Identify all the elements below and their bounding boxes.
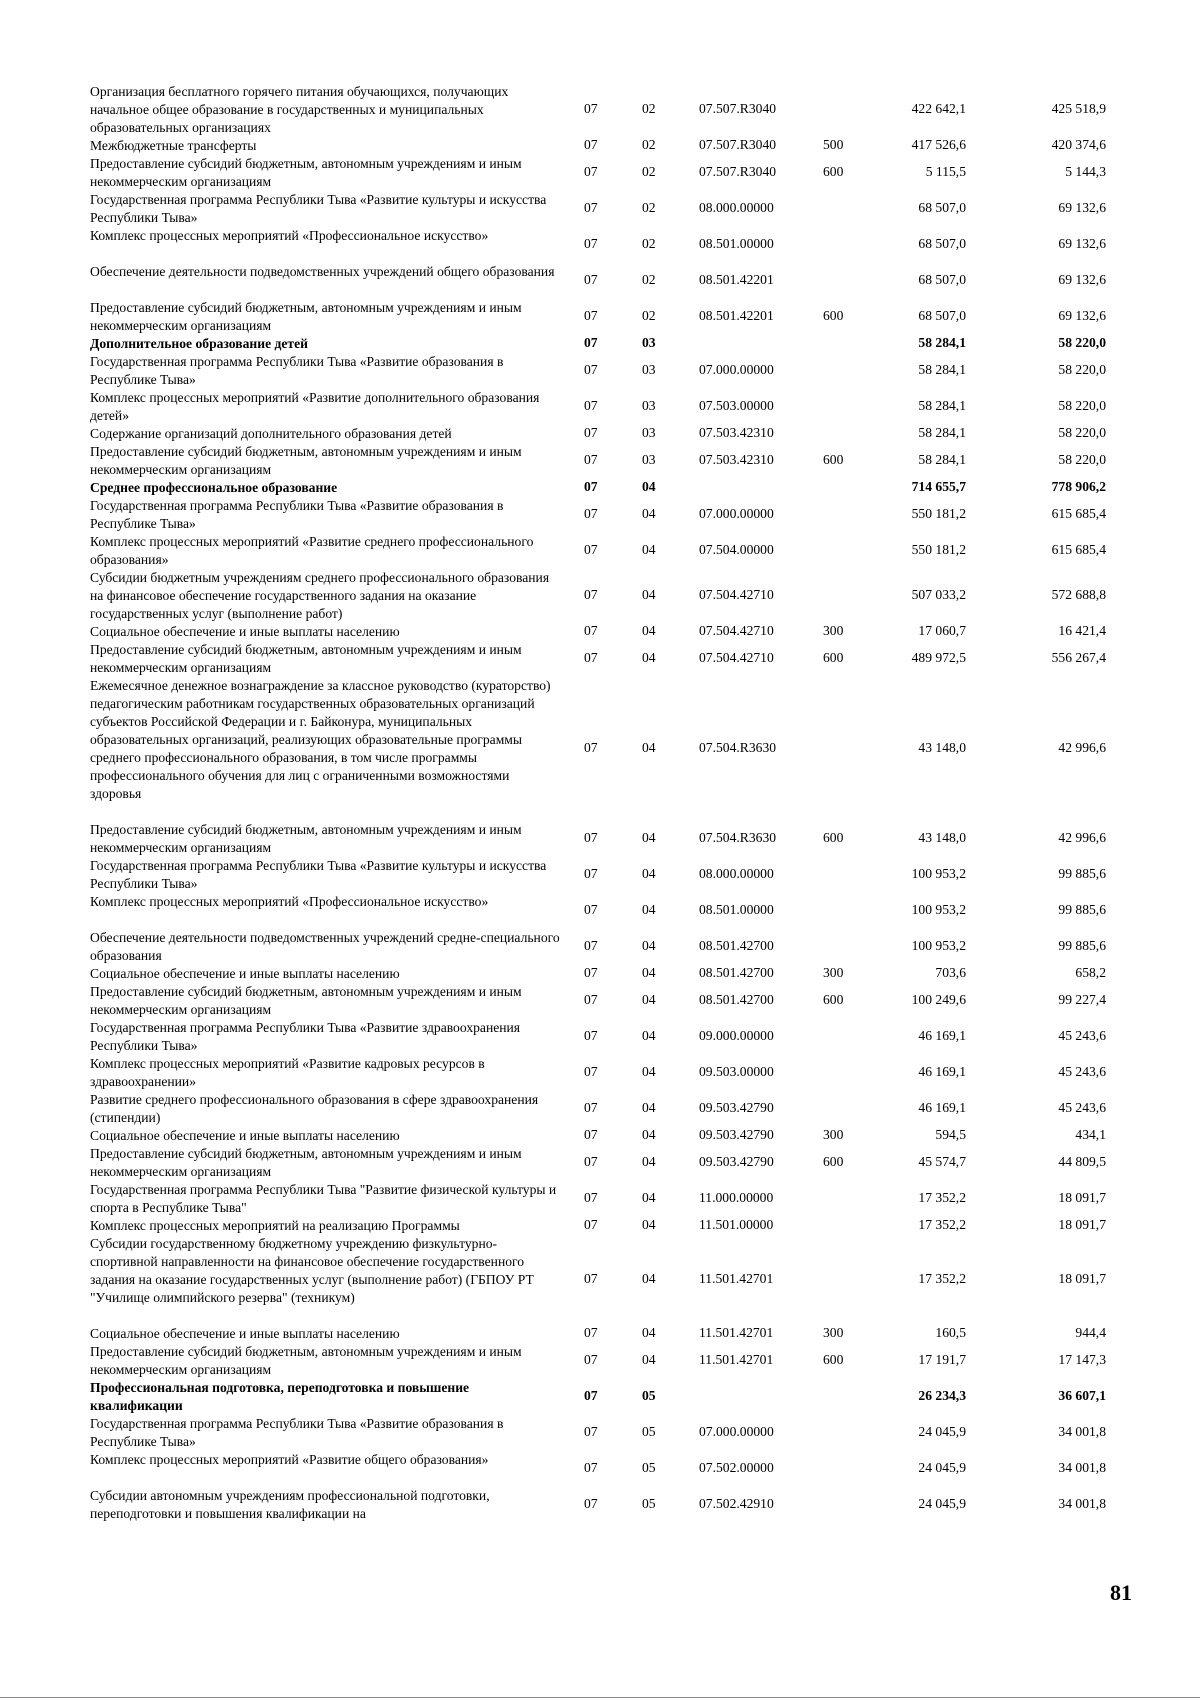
table-row (0, 983, 1200, 1019)
row-amount-year-2: 425 518,9 (1051, 101, 1106, 116)
row-target-article: 07.504.00000 (699, 542, 774, 557)
row-amount-year-1: 46 169,1 (918, 1064, 966, 1079)
table-row (0, 641, 1200, 677)
row-target-article: 07.507.R3040 (699, 101, 777, 116)
row-target-article: 09.503.00000 (699, 1064, 774, 1079)
row-expense-type: 600 (823, 452, 844, 467)
row-amount-year-1: 714 655,7 (911, 479, 966, 494)
row-amount-year-1: 160,5 (935, 1325, 966, 1340)
row-name: Государственная программа Республики Тыва «Развитие образования в Республике Тыва» (90, 354, 504, 387)
row-subsection-code: 04 (642, 587, 656, 602)
row-target-article: 07.504.R3630 (699, 740, 777, 755)
row-amount-year-1: 100 953,2 (911, 902, 966, 917)
row-target-article: 08.000.00000 (699, 866, 774, 881)
row-name: Комплекс процессных мероприятий «Профессиональное искусство» (90, 228, 489, 243)
table-row (0, 1181, 1200, 1217)
row-amount-year-2: 42 996,6 (1058, 740, 1106, 755)
table-row (0, 137, 1200, 155)
row-target-article: 07.000.00000 (699, 362, 774, 377)
row-amount-year-2: 944,4 (1075, 1325, 1106, 1340)
table-row (0, 1235, 1200, 1325)
row-name: Предоставление субсидий бюджетным, автономным учреждениям и иным некоммерческим организациям (90, 444, 522, 477)
table-row (0, 497, 1200, 533)
row-name: Предоставление субсидий бюджетным, автономным учреждениям и иным некоммерческим организациям (90, 300, 522, 333)
row-amount-year-1: 17 191,7 (918, 1352, 966, 1367)
row-amount-year-2: 5 144,3 (1065, 164, 1106, 179)
row-subsection-code: 04 (642, 1064, 656, 1079)
row-subsection-code: 02 (642, 164, 656, 179)
row-expense-type: 600 (823, 830, 844, 845)
row-target-article: 07.503.00000 (699, 398, 774, 413)
row-amount-year-2: 42 996,6 (1058, 830, 1106, 845)
row-name: Государственная программа Республики Тыва "Развитие физической культуры и спорта в Республике Тыва" (90, 1182, 557, 1215)
table-row (0, 155, 1200, 191)
row-amount-year-1: 17 060,7 (918, 623, 966, 638)
row-expense-type: 600 (823, 164, 844, 179)
row-target-article: 07.504.42710 (699, 650, 774, 665)
row-amount-year-2: 58 220,0 (1058, 452, 1106, 467)
row-amount-year-2: 434,1 (1075, 1127, 1106, 1142)
row-subsection-code: 03 (642, 398, 656, 413)
row-amount-year-1: 507 033,2 (911, 587, 966, 602)
row-subsection-code: 04 (642, 1100, 656, 1115)
row-target-article: 07.504.42710 (699, 623, 774, 638)
table-row (0, 443, 1200, 479)
row-amount-year-1: 58 284,1 (918, 362, 966, 377)
row-name: Обеспечение деятельности подведомственных учреждений средне-специального образования (90, 930, 560, 963)
row-amount-year-2: 58 220,0 (1058, 425, 1106, 440)
row-amount-year-1: 594,5 (935, 1127, 966, 1142)
row-name: Социальное обеспечение и иные выплаты населению (90, 1326, 400, 1341)
row-name: Комплекс процессных мероприятий «Развитие дополнительного образования детей» (90, 390, 540, 423)
row-subsection-code: 03 (642, 335, 656, 350)
row-target-article: 07.000.00000 (699, 506, 774, 521)
row-target-article: 08.501.00000 (699, 236, 774, 251)
row-amount-year-2: 18 091,7 (1058, 1217, 1106, 1232)
row-amount-year-2: 99 227,4 (1058, 992, 1106, 1007)
row-section-code: 07 (584, 1217, 598, 1232)
row-name: Комплекс процессных мероприятий на реализацию Программы (90, 1218, 460, 1233)
row-amount-year-1: 58 284,1 (918, 425, 966, 440)
row-amount-year-1: 24 045,9 (918, 1460, 966, 1475)
row-name: Предоставление субсидий бюджетным, автономным учреждениям и иным некоммерческим организациям (90, 984, 522, 1017)
row-name: Дополнительное образование детей (90, 336, 308, 351)
table-row (0, 965, 1200, 983)
row-amount-year-1: 24 045,9 (918, 1424, 966, 1439)
row-name: Государственная программа Республики Тыва «Развитие культуры и искусства Республики Тыва» (90, 858, 547, 891)
row-amount-year-2: 34 001,8 (1058, 1424, 1106, 1439)
row-section-code: 07 (584, 200, 598, 215)
row-target-article: 07.502.00000 (699, 1460, 774, 1475)
row-name: Государственная программа Республики Тыва «Развитие культуры и искусства Республики Тыва» (90, 192, 547, 225)
row-expense-type: 600 (823, 308, 844, 323)
row-subsection-code: 02 (642, 236, 656, 251)
row-amount-year-1: 703,6 (935, 965, 966, 980)
table-row (0, 677, 1200, 821)
row-section-code: 07 (584, 452, 598, 467)
row-expense-type: 300 (823, 965, 844, 980)
row-target-article: 08.501.42201 (699, 308, 774, 323)
row-subsection-code: 02 (642, 200, 656, 215)
row-target-article: 11.501.42701 (699, 1271, 774, 1286)
row-amount-year-2: 34 001,8 (1058, 1460, 1106, 1475)
row-subsection-code: 04 (642, 506, 656, 521)
table-row (0, 1127, 1200, 1145)
table-row (0, 1487, 1200, 1523)
row-section-code: 07 (584, 506, 598, 521)
table-row (0, 929, 1200, 965)
row-subsection-code: 02 (642, 137, 656, 152)
row-name: Субсидии государственному бюджетному учреждению физкультурно-спортивной направленности на финансовое обеспечение государственного задания на оказание государственных услуг (выполнение работ) (ГБПОУ РТ "Училище олимпийского резерва" (техникум) (90, 1236, 534, 1305)
row-name: Предоставление субсидий бюджетным, автономным учреждениям и иным некоммерческим организациям (90, 1344, 522, 1377)
row-amount-year-1: 68 507,0 (918, 308, 966, 323)
row-expense-type: 500 (823, 137, 844, 152)
table-row (0, 569, 1200, 623)
row-section-code: 07 (584, 1424, 598, 1439)
row-subsection-code: 02 (642, 272, 656, 287)
row-subsection-code: 04 (642, 938, 656, 953)
row-amount-year-1: 43 148,0 (918, 740, 966, 755)
row-name: Развитие среднего профессионального образования в сфере здравоохранения (стипендии) (90, 1092, 539, 1125)
row-section-code: 07 (584, 1352, 598, 1367)
row-subsection-code: 04 (642, 740, 656, 755)
row-amount-year-2: 99 885,6 (1058, 938, 1106, 953)
row-target-article: 07.503.42310 (699, 425, 774, 440)
row-target-article: 09.000.00000 (699, 1028, 774, 1043)
row-name: Социальное обеспечение и иные выплаты населению (90, 624, 400, 639)
row-name: Государственная программа Республики Тыва «Развитие образования в Республике Тыва» (90, 498, 504, 531)
row-target-article: 07.507.R3040 (699, 164, 777, 179)
row-subsection-code: 04 (642, 830, 656, 845)
row-subsection-code: 02 (642, 308, 656, 323)
row-name: Обеспечение деятельности подведомственных учреждений общего образования (90, 264, 555, 279)
row-section-code: 07 (584, 236, 598, 251)
row-name: Профессиональная подготовка, переподготовка и повышение квалификации (90, 1380, 470, 1413)
row-expense-type: 600 (823, 1352, 844, 1367)
row-section-code: 07 (584, 623, 598, 638)
row-amount-year-1: 68 507,0 (918, 272, 966, 287)
row-section-code: 07 (584, 164, 598, 179)
row-name: Государственная программа Республики Тыва «Развитие образования в Республике Тыва» (90, 1416, 504, 1449)
row-section-code: 07 (584, 398, 598, 413)
row-amount-year-2: 658,2 (1075, 965, 1106, 980)
row-section-code: 07 (584, 1388, 598, 1403)
row-amount-year-2: 572 688,8 (1051, 587, 1106, 602)
row-name: Социальное обеспечение и иные выплаты населению (90, 966, 400, 981)
row-name: Предоставление субсидий бюджетным, автономным учреждениям и иным некоммерческим организациям (90, 642, 522, 675)
table-row (0, 1091, 1200, 1127)
row-subsection-code: 04 (642, 1190, 656, 1205)
row-target-article: 11.501.00000 (699, 1217, 774, 1232)
row-amount-year-1: 26 234,3 (918, 1388, 966, 1403)
row-section-code: 07 (584, 542, 598, 557)
table-row (0, 1019, 1200, 1055)
budget-table (0, 83, 1200, 1523)
row-subsection-code: 03 (642, 425, 656, 440)
row-name: Содержание организаций дополнительного образования детей (90, 426, 452, 441)
row-name: Государственная программа Республики Тыва «Развитие здравоохранения Республики Тыва» (90, 1020, 521, 1053)
table-row (0, 857, 1200, 893)
row-name: Межбюджетные трансферты (90, 138, 257, 153)
table-row (0, 191, 1200, 227)
row-expense-type: 300 (823, 1325, 844, 1340)
page-number: 81 (1110, 1580, 1132, 1605)
row-subsection-code: 04 (642, 479, 656, 494)
row-amount-year-2: 45 243,6 (1058, 1100, 1106, 1115)
row-subsection-code: 04 (642, 623, 656, 638)
row-amount-year-2: 16 421,4 (1058, 623, 1106, 638)
row-target-article: 08.501.00000 (699, 902, 774, 917)
table-row (0, 425, 1200, 443)
row-section-code: 07 (584, 1325, 598, 1340)
row-subsection-code: 04 (642, 1028, 656, 1043)
row-amount-year-1: 24 045,9 (918, 1496, 966, 1511)
row-section-code: 07 (584, 866, 598, 881)
row-amount-year-2: 420 374,6 (1051, 137, 1106, 152)
row-section-code: 07 (584, 479, 598, 494)
row-subsection-code: 03 (642, 452, 656, 467)
table-row (0, 1343, 1200, 1379)
row-section-code: 07 (584, 1100, 598, 1115)
row-section-code: 07 (584, 650, 598, 665)
row-subsection-code: 04 (642, 1325, 656, 1340)
row-amount-year-1: 422 642,1 (911, 101, 966, 116)
row-amount-year-1: 417 526,6 (911, 137, 966, 152)
row-amount-year-1: 58 284,1 (918, 335, 966, 350)
row-section-code: 07 (584, 740, 598, 755)
row-amount-year-2: 69 132,6 (1058, 236, 1106, 251)
row-subsection-code: 04 (642, 965, 656, 980)
row-amount-year-2: 99 885,6 (1058, 902, 1106, 917)
row-subsection-code: 04 (642, 1217, 656, 1232)
row-amount-year-1: 100 249,6 (911, 992, 966, 1007)
row-amount-year-1: 17 352,2 (918, 1190, 966, 1205)
row-amount-year-2: 58 220,0 (1058, 398, 1106, 413)
table-row (0, 533, 1200, 569)
row-name: Комплекс процессных мероприятий «Развитие кадровых ресурсов в здравоохранении» (90, 1056, 485, 1089)
row-subsection-code: 04 (642, 902, 656, 917)
row-subsection-code: 05 (642, 1424, 656, 1439)
row-amount-year-1: 550 181,2 (911, 506, 966, 521)
row-section-code: 07 (584, 362, 598, 377)
row-subsection-code: 04 (642, 1271, 656, 1286)
row-target-article: 07.503.42310 (699, 452, 774, 467)
row-subsection-code: 04 (642, 992, 656, 1007)
row-subsection-code: 04 (642, 1154, 656, 1169)
row-section-code: 07 (584, 425, 598, 440)
row-target-article: 07.502.42910 (699, 1496, 774, 1511)
row-amount-year-1: 68 507,0 (918, 200, 966, 215)
table-row (0, 389, 1200, 425)
row-amount-year-2: 556 267,4 (1051, 650, 1106, 665)
row-subsection-code: 04 (642, 866, 656, 881)
table-row (0, 299, 1200, 335)
row-name: Субсидии бюджетным учреждениям среднего профессионального образования на финансовое обеспечение государственного задания на оказание государственных услуг (выполнение работ) (90, 570, 550, 621)
row-subsection-code: 04 (642, 1127, 656, 1142)
row-section-code: 07 (584, 902, 598, 917)
row-target-article: 08.501.42700 (699, 992, 774, 1007)
row-name: Предоставление субсидий бюджетным, автономным учреждениям и иным некоммерческим организациям (90, 1146, 522, 1179)
row-section-code: 07 (584, 1496, 598, 1511)
row-expense-type: 600 (823, 1154, 844, 1169)
row-target-article: 07.000.00000 (699, 1424, 774, 1439)
row-expense-type: 300 (823, 1127, 844, 1142)
row-amount-year-1: 17 352,2 (918, 1217, 966, 1232)
table-row (0, 821, 1200, 857)
table-row (0, 227, 1200, 263)
row-subsection-code: 04 (642, 650, 656, 665)
row-amount-year-2: 69 132,6 (1058, 308, 1106, 323)
row-section-code: 07 (584, 965, 598, 980)
row-amount-year-1: 68 507,0 (918, 236, 966, 251)
row-amount-year-2: 58 220,0 (1058, 335, 1106, 350)
row-section-code: 07 (584, 1190, 598, 1205)
row-amount-year-2: 69 132,6 (1058, 272, 1106, 287)
row-target-article: 11.000.00000 (699, 1190, 774, 1205)
row-amount-year-1: 17 352,2 (918, 1271, 966, 1286)
table-row (0, 1379, 1200, 1415)
row-target-article: 08.501.42700 (699, 965, 774, 980)
row-amount-year-2: 99 885,6 (1058, 866, 1106, 881)
row-amount-year-1: 100 953,2 (911, 866, 966, 881)
row-section-code: 07 (584, 101, 598, 116)
bottom-edge-line (0, 1697, 1200, 1698)
row-amount-year-1: 550 181,2 (911, 542, 966, 557)
row-section-code: 07 (584, 1064, 598, 1079)
row-amount-year-2: 45 243,6 (1058, 1028, 1106, 1043)
row-name: Комплекс процессных мероприятий «Развитие среднего профессионального образования» (90, 534, 534, 567)
row-subsection-code: 02 (642, 101, 656, 116)
row-amount-year-1: 45 574,7 (918, 1154, 966, 1169)
table-row (0, 335, 1200, 353)
row-section-code: 07 (584, 587, 598, 602)
table-row (0, 479, 1200, 497)
row-amount-year-2: 69 132,6 (1058, 200, 1106, 215)
row-section-code: 07 (584, 1271, 598, 1286)
row-section-code: 07 (584, 272, 598, 287)
row-name: Ежемесячное денежное вознаграждение за классное руководство (кураторство) педагогическим работникам государственных образовательных организаций субъектов Российской Федерации и г. Байконура, муниципальных образовательных организаций, реализующих образовательные программы среднего профессионального образования, в том числе программы профессионального обучения для лиц с ограниченными возможностями здоровья (90, 678, 551, 801)
row-target-article: 07.504.42710 (699, 587, 774, 602)
row-name: Организация бесплатного горячего питания обучающихся, получающих начальное общее образование в государственных и муниципальных образовательных организациях (90, 84, 509, 135)
row-amount-year-2: 45 243,6 (1058, 1064, 1106, 1079)
row-target-article: 09.503.42790 (699, 1127, 774, 1142)
row-target-article: 08.000.00000 (699, 200, 774, 215)
table-row (0, 1415, 1200, 1451)
table-row (0, 893, 1200, 929)
row-name: Субсидии автономным учреждениям профессиональной подготовки, переподготовки и повышения квалификации на (90, 1488, 490, 1521)
row-subsection-code: 05 (642, 1496, 656, 1511)
row-name: Комплекс процессных мероприятий «Профессиональное искусство» (90, 894, 489, 909)
row-subsection-code: 03 (642, 362, 656, 377)
table-row (0, 623, 1200, 641)
row-target-article: 09.503.42790 (699, 1154, 774, 1169)
table-row (0, 1325, 1200, 1343)
row-amount-year-2: 615 685,4 (1051, 542, 1106, 557)
row-section-code: 07 (584, 992, 598, 1007)
row-target-article: 09.503.42790 (699, 1100, 774, 1115)
row-amount-year-2: 34 001,8 (1058, 1496, 1106, 1511)
row-amount-year-1: 46 169,1 (918, 1028, 966, 1043)
row-subsection-code: 05 (642, 1388, 656, 1403)
row-name: Социальное обеспечение и иные выплаты населению (90, 1128, 400, 1143)
row-amount-year-1: 46 169,1 (918, 1100, 966, 1115)
row-amount-year-1: 489 972,5 (911, 650, 966, 665)
row-section-code: 07 (584, 1154, 598, 1169)
row-subsection-code: 04 (642, 1352, 656, 1367)
row-name: Предоставление субсидий бюджетным, автономным учреждениям и иным некоммерческим организациям (90, 156, 522, 189)
row-target-article: 11.501.42701 (699, 1325, 774, 1340)
row-subsection-code: 05 (642, 1460, 656, 1475)
table-row (0, 263, 1200, 299)
row-expense-type: 300 (823, 623, 844, 638)
row-name: Среднее профессиональное образование (90, 480, 338, 495)
row-amount-year-1: 58 284,1 (918, 398, 966, 413)
row-subsection-code: 04 (642, 542, 656, 557)
row-section-code: 07 (584, 137, 598, 152)
row-amount-year-2: 615 685,4 (1051, 506, 1106, 521)
row-amount-year-2: 17 147,3 (1058, 1352, 1106, 1367)
row-section-code: 07 (584, 335, 598, 350)
table-row (0, 1217, 1200, 1235)
row-target-article: 07.504.R3630 (699, 830, 777, 845)
row-target-article: 08.501.42201 (699, 272, 774, 287)
row-expense-type: 600 (823, 650, 844, 665)
row-expense-type: 600 (823, 992, 844, 1007)
row-name: Предоставление субсидий бюджетным, автономным учреждениям и иным некоммерческим организациям (90, 822, 522, 855)
table-row (0, 1145, 1200, 1181)
row-target-article: 11.501.42701 (699, 1352, 774, 1367)
table-row (0, 1451, 1200, 1487)
row-section-code: 07 (584, 1127, 598, 1142)
row-amount-year-2: 44 809,5 (1058, 1154, 1106, 1169)
row-section-code: 07 (584, 938, 598, 953)
row-amount-year-2: 778 906,2 (1051, 479, 1106, 494)
row-amount-year-1: 5 115,5 (925, 164, 966, 179)
row-amount-year-1: 58 284,1 (918, 452, 966, 467)
row-amount-year-1: 100 953,2 (911, 938, 966, 953)
table-row (0, 353, 1200, 389)
row-target-article: 08.501.42700 (699, 938, 774, 953)
row-section-code: 07 (584, 308, 598, 323)
row-section-code: 07 (584, 1460, 598, 1475)
row-amount-year-1: 43 148,0 (918, 830, 966, 845)
row-target-article: 07.507.R3040 (699, 137, 777, 152)
row-amount-year-2: 36 607,1 (1058, 1388, 1106, 1403)
row-amount-year-2: 18 091,7 (1058, 1190, 1106, 1205)
table-row (0, 83, 1200, 137)
row-section-code: 07 (584, 830, 598, 845)
row-amount-year-2: 18 091,7 (1058, 1271, 1106, 1286)
row-name: Комплекс процессных мероприятий «Развитие общего образования» (90, 1452, 489, 1467)
table-row (0, 1055, 1200, 1091)
row-amount-year-2: 58 220,0 (1058, 362, 1106, 377)
row-section-code: 07 (584, 1028, 598, 1043)
